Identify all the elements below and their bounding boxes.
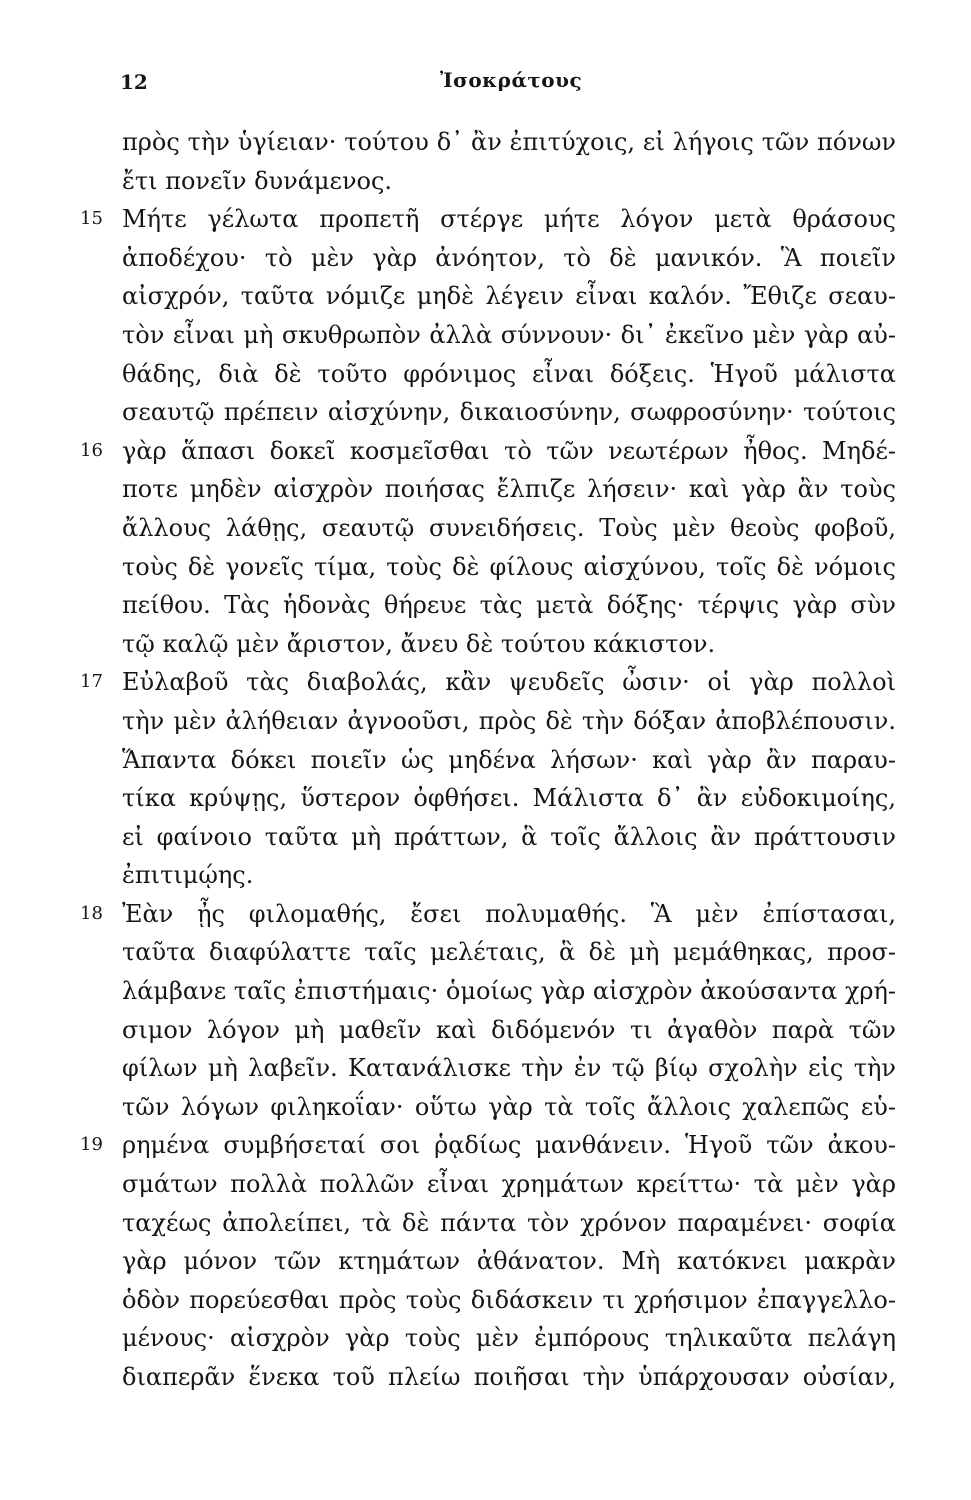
text-line [122,1319,896,1358]
line-text: τῷ καλῷ μὲν ἄριστον, ἄνευ δὲ τούτου κάκιστον. [122,629,716,658]
line-text: ρημένα συμβήσεταί σοι ῥᾳδίως μανθάνειν. Ἡγοῦ τῶν ἀκου- [122,1131,896,1160]
line-text: τὴν μὲν ἀλήθειαν ἀγνοοῦσι, πρὸς δὲ τὴν δόξαν ἀποβλέπουσιν. [122,706,896,735]
text-line [122,470,896,509]
line-text: σεαυτῷ πρέπειν αἰσχύνην, δικαιοσύνην, σωφροσύνην· τούτοις [122,398,896,427]
line-text: τοὺς δὲ γονεῖς τίμα, τοὺς δὲ φίλους αἰσχύνου, τοῖς δὲ νόμοις [122,552,896,581]
line-text: πείθου. Τὰς ἡδονὰς θήρευε τὰς μετὰ δόξης· τέρψις γὰρ σὺν [122,591,896,620]
line-text: γὰρ μόνον τῶν κτημάτων ἀθάνατον. Μὴ κατόκνει μακρὰν [122,1247,896,1276]
text-line [122,162,896,201]
text-line [122,972,896,1011]
text-line [122,779,896,818]
running-head: Ἰσοκράτους [440,68,583,92]
text-line [122,1358,896,1397]
section-number: 18 [80,902,103,924]
text-line [80,200,896,239]
page-number: 12 [120,70,148,94]
line-text: ταῦτα διαφύλαττε ταῖς μελέταις, ἃ δὲ μὴ μεμάθηκας, προσ- [122,938,896,967]
text-line [122,1165,896,1204]
line-text: Ἐὰν ᾖς φιλομαθής, ἔσει πολυμαθής. Ἃ μὲν ἐπίστασαι, [122,899,896,928]
line-text: ἔτι πονεῖν δυνάμενος. [122,166,393,195]
line-text: τῶν λόγων φιληκοΐαν· οὕτω γὰρ τὰ τοῖς ἄλλοις χαλεπῶς εὑ- [122,1092,896,1121]
text-line [122,548,896,587]
line-text: Ἅπαντα δόκει ποιεῖν ὡς μηδένα λήσων· καὶ γὰρ ἂν παραυ- [122,745,896,774]
text-line [122,393,896,432]
text-line [122,1204,896,1243]
text-line [122,239,896,278]
line-text: θάδης, διὰ δὲ τοῦτο φρόνιμος εἶναι δόξεις. Ἡγοῦ μάλιστα [122,359,896,388]
line-text: διαπερᾶν ἕνεκα τοῦ πλείω ποιῆσαι τὴν ὑπάρχουσαν οὐσίαν, [122,1363,896,1391]
section-number: 16 [80,439,103,461]
text-line [80,432,896,471]
line-text: ταχέως ἀπολείπει, τὰ δὲ πάντα τὸν χρόνον παραμένει· σοφία [122,1208,896,1237]
line-text: φίλων μὴ λαβεῖν. Κατανάλισκε τὴν ἐν τῷ βίῳ σχολὴν εἰς τὴν [122,1054,896,1083]
text-line [122,355,896,394]
line-text: ἄλλους λάθῃς, σεαυτῷ συνειδήσεις. Τοὺς μὲν θεοὺς φοβοῦ, [122,513,896,542]
section-number: 17 [80,671,103,693]
line-text: τίκα κρύψῃς, ὕστερον ὀφθήσει. Μάλιστα δ᾽ ἂν εὐδοκιμοίης, [122,784,896,813]
line-text: Εὐλαβοῦ τὰς διαβολάς, κἂν ψευδεῖς ὦσιν· οἱ γὰρ πολλοὶ [122,668,896,697]
line-text: Μήτε γέλωτα προπετῆ στέργε μήτε λόγον μετὰ θράσους [122,205,896,234]
section-number: 19 [80,1134,103,1156]
text-line [122,933,896,972]
text-line [80,1126,896,1165]
line-text: λάμβανε ταῖς ἐπιστήμαις· ὁμοίως γὰρ αἰσχρὸν ἀκούσαντα χρή- [122,977,896,1006]
text-line [122,509,896,548]
text-line [122,1281,896,1320]
text-line [122,1242,896,1281]
line-text: ἀποδέχου· τὸ μὲν γὰρ ἀνόητον, τὸ δὲ μανικόν. Ἃ ποιεῖν [122,243,896,272]
line-text: ἐπιτιμῴης. [122,861,254,890]
text-line [122,1011,896,1050]
line-text: μένους· αἰσχρὸν γὰρ τοὺς μὲν ἐμπόρους τηλικαῦτα πελάγη [122,1324,896,1353]
line-text: γὰρ ἅπασι δοκεῖ κοσμεῖσθαι τὸ τῶν νεωτέρων ἦθος. Μηδέ- [122,436,896,465]
text-line [80,663,896,702]
line-text: πρὸς τὴν ὑγίειαν· τούτου δ᾽ ἂν ἐπιτύχοις, εἰ λήγοις τῶν πόνων [122,128,896,156]
line-text: αἰσχρόν, ταῦτα νόμιζε μηδὲ λέγειν εἶναι καλόν. Ἔθιζε σεαυ- [122,282,896,311]
text-line [122,123,896,162]
line-text: τὸν εἶναι μὴ σκυθρωπὸν ἀλλὰ σύννουν· δι᾽ ἐκεῖνο μὲν γὰρ αὐ- [122,320,896,349]
text-line [122,586,896,625]
body-text [80,123,896,1397]
text-line [80,895,896,934]
line-text: ὁδὸν πορεύεσθαι πρὸς τοὺς διδάσκειν τι χρήσιμον ἐπαγγελλο- [122,1285,896,1314]
text-line [122,277,896,316]
line-text: ποτε μηδὲν αἰσχρὸν ποιήσας ἔλπιζε λήσειν· καὶ γὰρ ἂν τοὺς [122,475,896,504]
text-line [122,741,896,780]
line-text: εἰ φαίνοιο ταῦτα μὴ πράττων, ἃ τοῖς ἄλλοις ἂν πράττουσιν [122,822,896,851]
text-line [122,1088,896,1127]
text-line [122,625,896,664]
text-line [122,818,896,857]
line-text: σιμον λόγον μὴ μαθεῖν καὶ διδόμενόν τι ἀγαθὸν παρὰ τῶν [122,1015,896,1044]
text-line [122,1049,896,1088]
text-line [122,702,896,741]
text-line [122,316,896,355]
section-number: 15 [80,208,103,230]
line-text: σμάτων πολλὰ πολλῶν εἶναι χρημάτων κρείττω· τὰ μὲν γὰρ [122,1170,896,1199]
text-line [122,856,896,895]
